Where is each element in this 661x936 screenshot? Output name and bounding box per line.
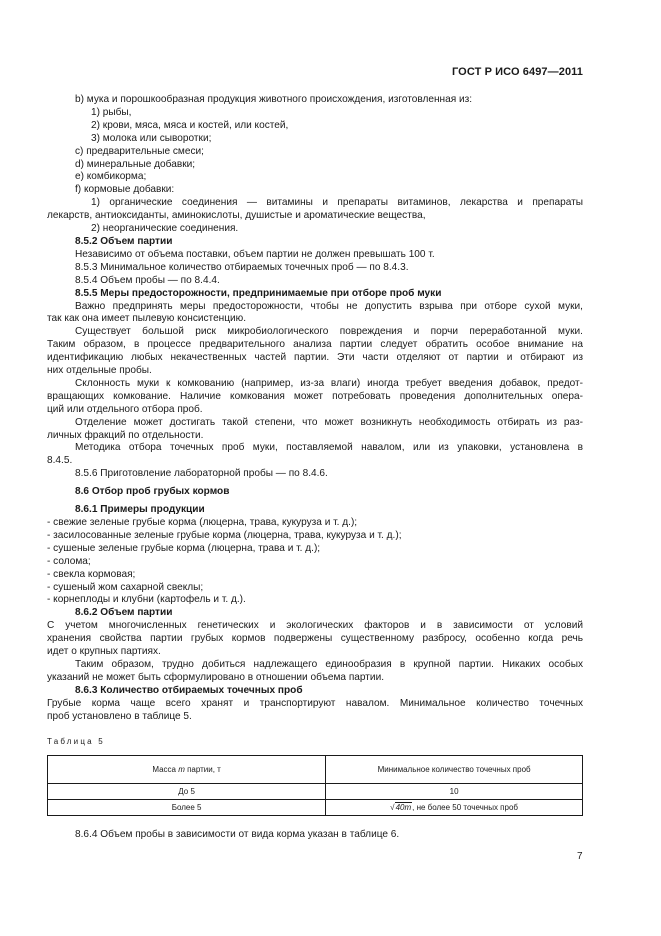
text-line: Существует большой риск микробиологического повреждения и порчи переработанной муки. — [75, 326, 583, 338]
text-line: 8.4.5. — [47, 455, 73, 467]
table-caption: Таблица 5 — [47, 737, 105, 746]
text-line: Важно предпринять меры предосторожности, чтобы не допустить взрыва при отборе сухой муки, — [75, 300, 583, 312]
table-5 — [47, 755, 583, 816]
clause: 8.5.6 Приготовление лабораторной пробы — по 8.4.6. — [75, 468, 328, 480]
section-heading: 8.5.5 Меры предосторожности, предпринимаемые при отборе проб муки — [75, 287, 442, 299]
text-line: хранения свойства партии грубых кормов подвержены существенному разбросу, особенно когда речь — [47, 633, 583, 645]
list-item-b: b) мука и порошкообразная продукция животного происхождения, изготовленная из: — [75, 94, 473, 105]
section-heading: 8.6.3 Количество отбираемых точечных проб — [75, 684, 303, 696]
list-item: - сушеные зеленые грубые корма (люцерна, трава и т. д.); — [47, 542, 321, 554]
sqrt-formula: 40m — [395, 803, 412, 812]
text-line: Склонность муки к комкованию (например, из-за влаги) иногда требует введения добавок, предот- — [75, 377, 583, 389]
text-line: С учетом многочисленных генетических и экологических факторов и в зависимости от условий — [47, 620, 583, 632]
list-item: - свежие зеленые грубые корма (люцерна, трава, кукуруза и т. д.); — [47, 517, 358, 528]
document-header: ГОСТ Р ИСО 6497—2011 — [451, 66, 583, 78]
sqrt-sign: √ — [390, 803, 395, 812]
document-body — [47, 94, 583, 724]
list-item-c: c) предварительные смеси; — [75, 145, 204, 157]
list-item: - солома; — [47, 555, 91, 567]
text-line: них отдельные пробы. — [47, 365, 152, 377]
text-line: Таким образом, в процессе предварительного анализа партии следует обратить особое внимание на — [47, 339, 583, 351]
text-line: Отделение может достигать такой степени, что может возникнуть необходимость отбирать из раз- — [75, 416, 583, 428]
table-header-cell: Масса m партии, т — [48, 756, 326, 784]
variable-m: m — [178, 765, 185, 774]
clause: 8.5.4 Объем пробы — по 8.4.4. — [75, 274, 220, 286]
list-item-e: e) комбикорма; — [75, 171, 147, 183]
list-item: - свекла кормовая; — [47, 568, 136, 580]
text-line: личных фракций по отдельности. — [47, 429, 204, 441]
section-heading: 8.5.2 Объем партии — [75, 235, 173, 247]
list-subitem: 1) органические соединения — витамины и препараты витаминов, лекарства и препараты — [91, 197, 583, 209]
list-item: - засилосованные зеленые грубые корма (люцерна, трава, кукуруза и т. д.); — [47, 529, 402, 541]
table-row — [48, 784, 583, 800]
list-item-d: d) минеральные добавки; — [75, 158, 196, 170]
table-cell: Более 5 — [48, 800, 326, 816]
text-line: Независимо от объема поставки, объем партии не должен превышать 100 т. — [75, 248, 435, 260]
text-line: указаний не может быть сформулировано в отношении объема партии. — [47, 671, 385, 683]
list-subitem: 3) молока или сыворотки; — [91, 132, 212, 144]
table-cell: 10 — [326, 784, 583, 800]
text-line: Методика отбора точечных проб муки, поставляемой навалом, или из упаковки, установлена в — [75, 442, 583, 454]
text-line: идентификацию любых некачественных частей партии. Эти части отделяют от партии и отбирают из — [47, 352, 583, 364]
list-subitem: 2) неорганические соединения. — [91, 223, 239, 235]
section-heading: 8.6 Отбор проб грубых кормов — [75, 486, 230, 498]
list-subitem: 1) рыбы, — [91, 106, 132, 118]
table-cell: До 5 — [48, 784, 326, 800]
text-line: лекарств, антиоксиданты, аминокислоты, душистые и ароматические вещества, — [47, 210, 426, 222]
list-item: - сушеный жом сахарной свеклы; — [47, 581, 204, 593]
clause: 8.5.3 Минимальное количество отбираемых точечных проб — по 8.4.3. — [75, 261, 409, 273]
table-cell: √40m, не более 50 точечных проб — [326, 800, 583, 816]
list-item: - корнеплоды и клубни (картофель и т. д.). — [47, 594, 246, 606]
clause-8-6-4: 8.6.4 Объем пробы в зависимости от вида корма указан в таблице 6. — [75, 829, 400, 840]
text-line: так как она имеет пылевую консистенцию. — [47, 313, 247, 325]
text-line: Таким образом, трудно добиться надлежащего единообразия в крупной партии. Никаких особых — [75, 658, 583, 670]
section-heading: 8.6.2 Объем партии — [75, 607, 173, 619]
table-header-row — [48, 756, 583, 784]
list-subitem: 2) крови, мяса, мяса и костей, или костей, — [91, 119, 289, 131]
text-line: проб установлено в таблице 5. — [47, 710, 192, 722]
list-item-f: f) кормовые добавки: — [75, 184, 175, 196]
table-row — [48, 800, 583, 816]
page-number: 7 — [577, 851, 583, 862]
text-line: ций или отдельного отбора проб. — [47, 403, 203, 415]
section-heading: 8.6.1 Примеры продукции — [75, 504, 205, 516]
text-line: идет о крупных партиях. — [47, 646, 161, 658]
table-header-cell: Минимальное количество точечных проб — [326, 756, 583, 784]
text-line: Грубые корма чаще всего хранят и транспортируют навалом. Минимальное количество точечных — [47, 697, 583, 709]
text-line: вращающих комкование. Наличие комкования может потребовать проведения дополнительных опера- — [47, 390, 583, 402]
